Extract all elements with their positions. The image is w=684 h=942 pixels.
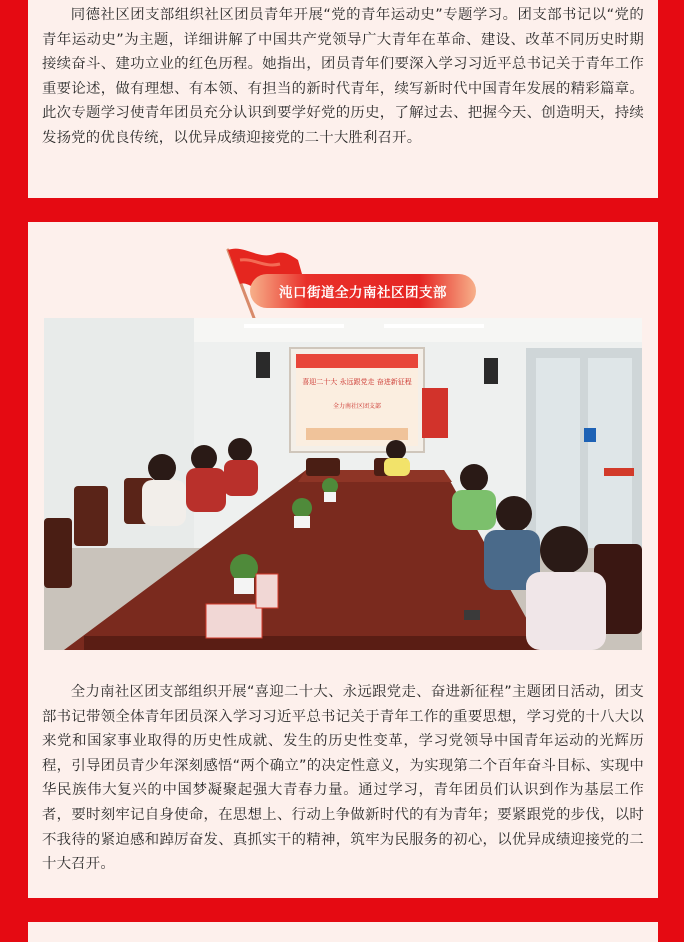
section-paragraph-tongde: 同德社区团支部组织社区团员青年开展“党的青年运动史”专题学习。团支部书记以“党的青年运动史”为主题，详细讲解了中国共产党领导广大青年在革命、建设、改革不同历史时期接续奋斗、建功立业的红色历程。她指出，团员青年们要深入学习习近平总书记关于青年工作重要论述，做有理想、有本领、有担当的新时代青年，续写新时代中国青年发展的精彩篇章。此次专题学习使青年团员充分认识到要学好党的历史，了解过去、把握今天、创造明天，持续发扬党的优良传统，以优异成绩迎接党的二十大胜利召开。 [42,7,644,146]
section-paragraph-quanlinan: 全力南社区团支部组织开展“喜迎二十大、永远跟党走、奋进新征程”主题团日活动，团支部书记带领全体青年团员深入学习习近平总书记关于青年工作的重要思想，学习党的十八大以来党和国家事业取得的历史性成就、发生的历史性变革，学习党领导中国青年运动的光辉历程，引导团员青少年深刻感悟“两个确立”的决定性意义，为实现第二个百年奋斗目标、实现中华民族伟大复兴的中国梦凝聚起强大青春力量。通过学习，青年团员们认识到作为基层工作者，要时刻牢记自身使命，在思想上、行动上争做新时代的有为青年；要紧跟党的步伐，以时不我待的紧迫感和踔厉奋发、真抓实干的精神，筑牢为民服务的初心，以优异成绩迎接党的二十大召开。 [42,684,644,873]
meeting-photo [44,318,642,650]
section-card-quanlinan [28,222,658,898]
section-banner [214,240,514,320]
section-banner-title: 沌口街道全力南社区团支部 [250,274,476,308]
screen-subtitle: 全力南社区团支部 [332,403,382,410]
meeting-photo-illustration [44,318,642,650]
screen-title: 喜迎二十大 永远跟党走 奋进新征程 [302,378,412,386]
next-section-card [28,922,658,942]
section-card-tongde [28,0,658,198]
